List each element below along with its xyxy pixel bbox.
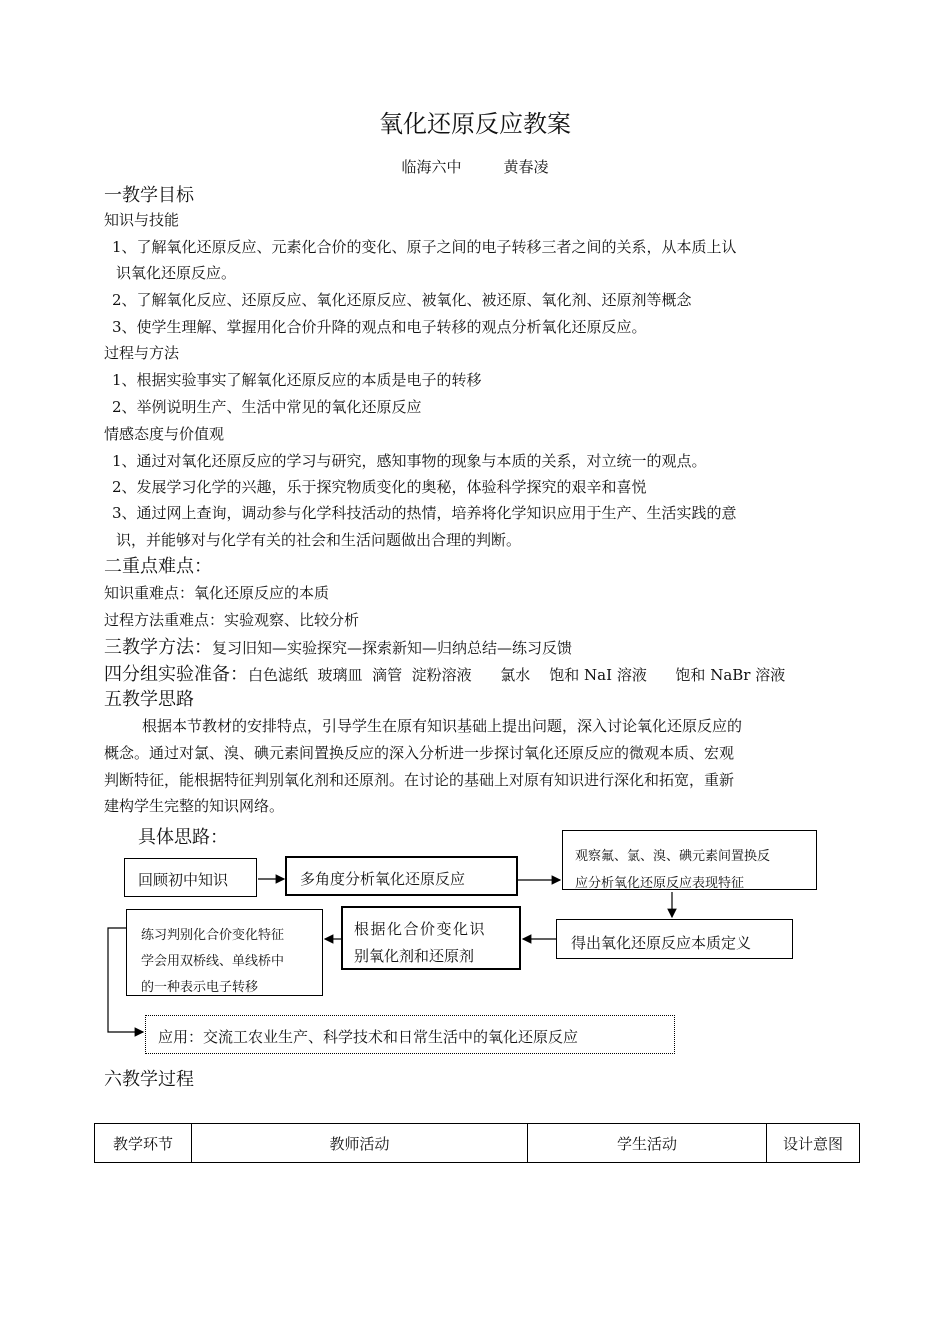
flow-box-identify-line: 别氧化剂和还原剂: [354, 947, 475, 965]
flow-box-practice-line: 练习判别化合价变化特征: [141, 928, 285, 943]
approach-paragraph-line: 概念。通过对氯、溴、碘元素间置换反应的深入分析进一步探讨氧化还原反应的微观本质、宏观: [104, 744, 735, 762]
approach-paragraph-line: 建构学生完整的知识网络。: [104, 797, 285, 815]
section-heading-objectives: 一教学目标: [104, 185, 194, 206]
attitude-item: 1、通过对氧化还原反应的学习与研究，感知事物的现象与本质的关系，对立统一的观点。: [112, 452, 707, 470]
flow-box-observe: [562, 830, 817, 890]
subheading-process: 过程与方法: [104, 344, 180, 362]
flow-box-definition: [556, 919, 793, 959]
experiment-prep-line: [104, 660, 785, 686]
table-header-cell: 教学环节: [95, 1124, 192, 1163]
flow-box-application: [145, 1015, 675, 1054]
teaching-method-line: [104, 633, 572, 659]
table-header-cell: 设计意图: [767, 1124, 860, 1163]
flow-box-analysis-label: 多角度分析氧化还原反应: [300, 870, 466, 888]
flow-box-identify-line: 根据化合价变化识: [354, 920, 487, 938]
flow-box-definition-label: 得出氧化还原反应本质定义: [571, 934, 752, 952]
attitude-item-continued: 识，并能够对与化学有关的社会和生活问题做出合理的判断。: [116, 531, 522, 549]
process-item: 2、举例说明生产、生活中常见的氧化还原反应: [112, 398, 422, 416]
flow-box-application-label: 应用：交流工农业生产、科学技术和日常生活中的氧化还原反应: [158, 1028, 579, 1046]
attitude-item: 3、通过网上查询，调动参与化学科技活动的热情，培养将化学知识应用于生产、生活实践的意: [112, 504, 737, 522]
knowledge-item-continued: 识氧化还原反应。: [116, 264, 237, 282]
document-title: 氧化还原反应教案: [379, 110, 571, 138]
flow-box-review: [124, 858, 257, 897]
knowledge-item: 1、了解氧化还原反应、元素化合价的变化、原子之间的电子转移三者之间的关系，从本质上认: [112, 238, 737, 256]
teaching-method-text: 复习旧知—实验探究—探索新知—归纳总结—练习反馈: [212, 639, 573, 657]
author-school: 临海六中: [401, 158, 462, 176]
attitude-item: 2、发展学习化学的兴趣，乐于探究物质变化的奥秘，体验科学探究的艰辛和喜悦: [112, 478, 647, 496]
knowledge-item: 3、使学生理解、掌握用化合价升降的观点和电子转移的观点分析氧化还原反应。: [112, 318, 647, 336]
table-header-cell: 教师活动: [192, 1124, 528, 1163]
approach-paragraph-line: 根据本节教材的安排特点，引导学生在原有知识基础上提出问题，深入讨论氧化还原反应的: [142, 717, 743, 735]
flow-label: 具体思路：: [138, 827, 228, 848]
subheading-knowledge: 知识与技能: [104, 211, 180, 229]
section-heading-approach: 五教学思路: [104, 689, 194, 710]
flow-box-observe-line: 应分析氧化还原反应表现特征: [575, 876, 745, 891]
flow-box-practice: [126, 909, 323, 996]
teaching-process-table: [94, 1123, 860, 1163]
flow-box-analysis: [285, 856, 518, 896]
approach-paragraph-line: 判断特征，能根据特征判别氧化剂和还原剂。在讨论的基础上对原有知识进行深化和拓宽，重新: [104, 771, 735, 789]
author-line: [0, 156, 950, 177]
flow-box-review-label: 回顾初中知识: [138, 871, 229, 889]
section-heading-method: 三教学方法：: [104, 637, 212, 658]
flow-box-identify: [341, 906, 521, 970]
flow-box-practice-line: 的一种表示电子转移: [141, 980, 259, 995]
table-header-row: [95, 1124, 860, 1163]
knowledge-item: 2、了解氧化反应、还原反应、氧化还原反应、被氧化、被还原、氧化剂、还原剂等概念: [112, 291, 692, 309]
flow-box-practice-line: 学会用双桥线、单线桥中: [141, 954, 285, 969]
experiment-materials: 白色滤纸 玻璃皿 滴管 淀粉溶液 氯水 饱和 NaI 溶液 饱和 NaBr 溶液: [248, 666, 786, 684]
key-point-line: 知识重难点：氧化还原反应的本质: [104, 584, 330, 602]
author-name: 黄春凌: [503, 158, 549, 176]
key-point-line: 过程方法重难点：实验观察、比较分析: [104, 611, 360, 629]
subheading-attitude: 情感态度与价值观: [104, 425, 225, 443]
flow-box-observe-line: 观察氟、氯、溴、碘元素间置换反: [575, 849, 771, 864]
table-header-cell: 学生活动: [528, 1124, 767, 1163]
section-heading-key-points: 二重点难点：: [104, 556, 212, 577]
section-heading-experiment: 四分组实验准备：: [104, 664, 248, 685]
process-item: 1、根据实验事实了解氧化还原反应的本质是电子的转移: [112, 371, 482, 389]
section-heading-process: 六教学过程: [104, 1069, 194, 1090]
